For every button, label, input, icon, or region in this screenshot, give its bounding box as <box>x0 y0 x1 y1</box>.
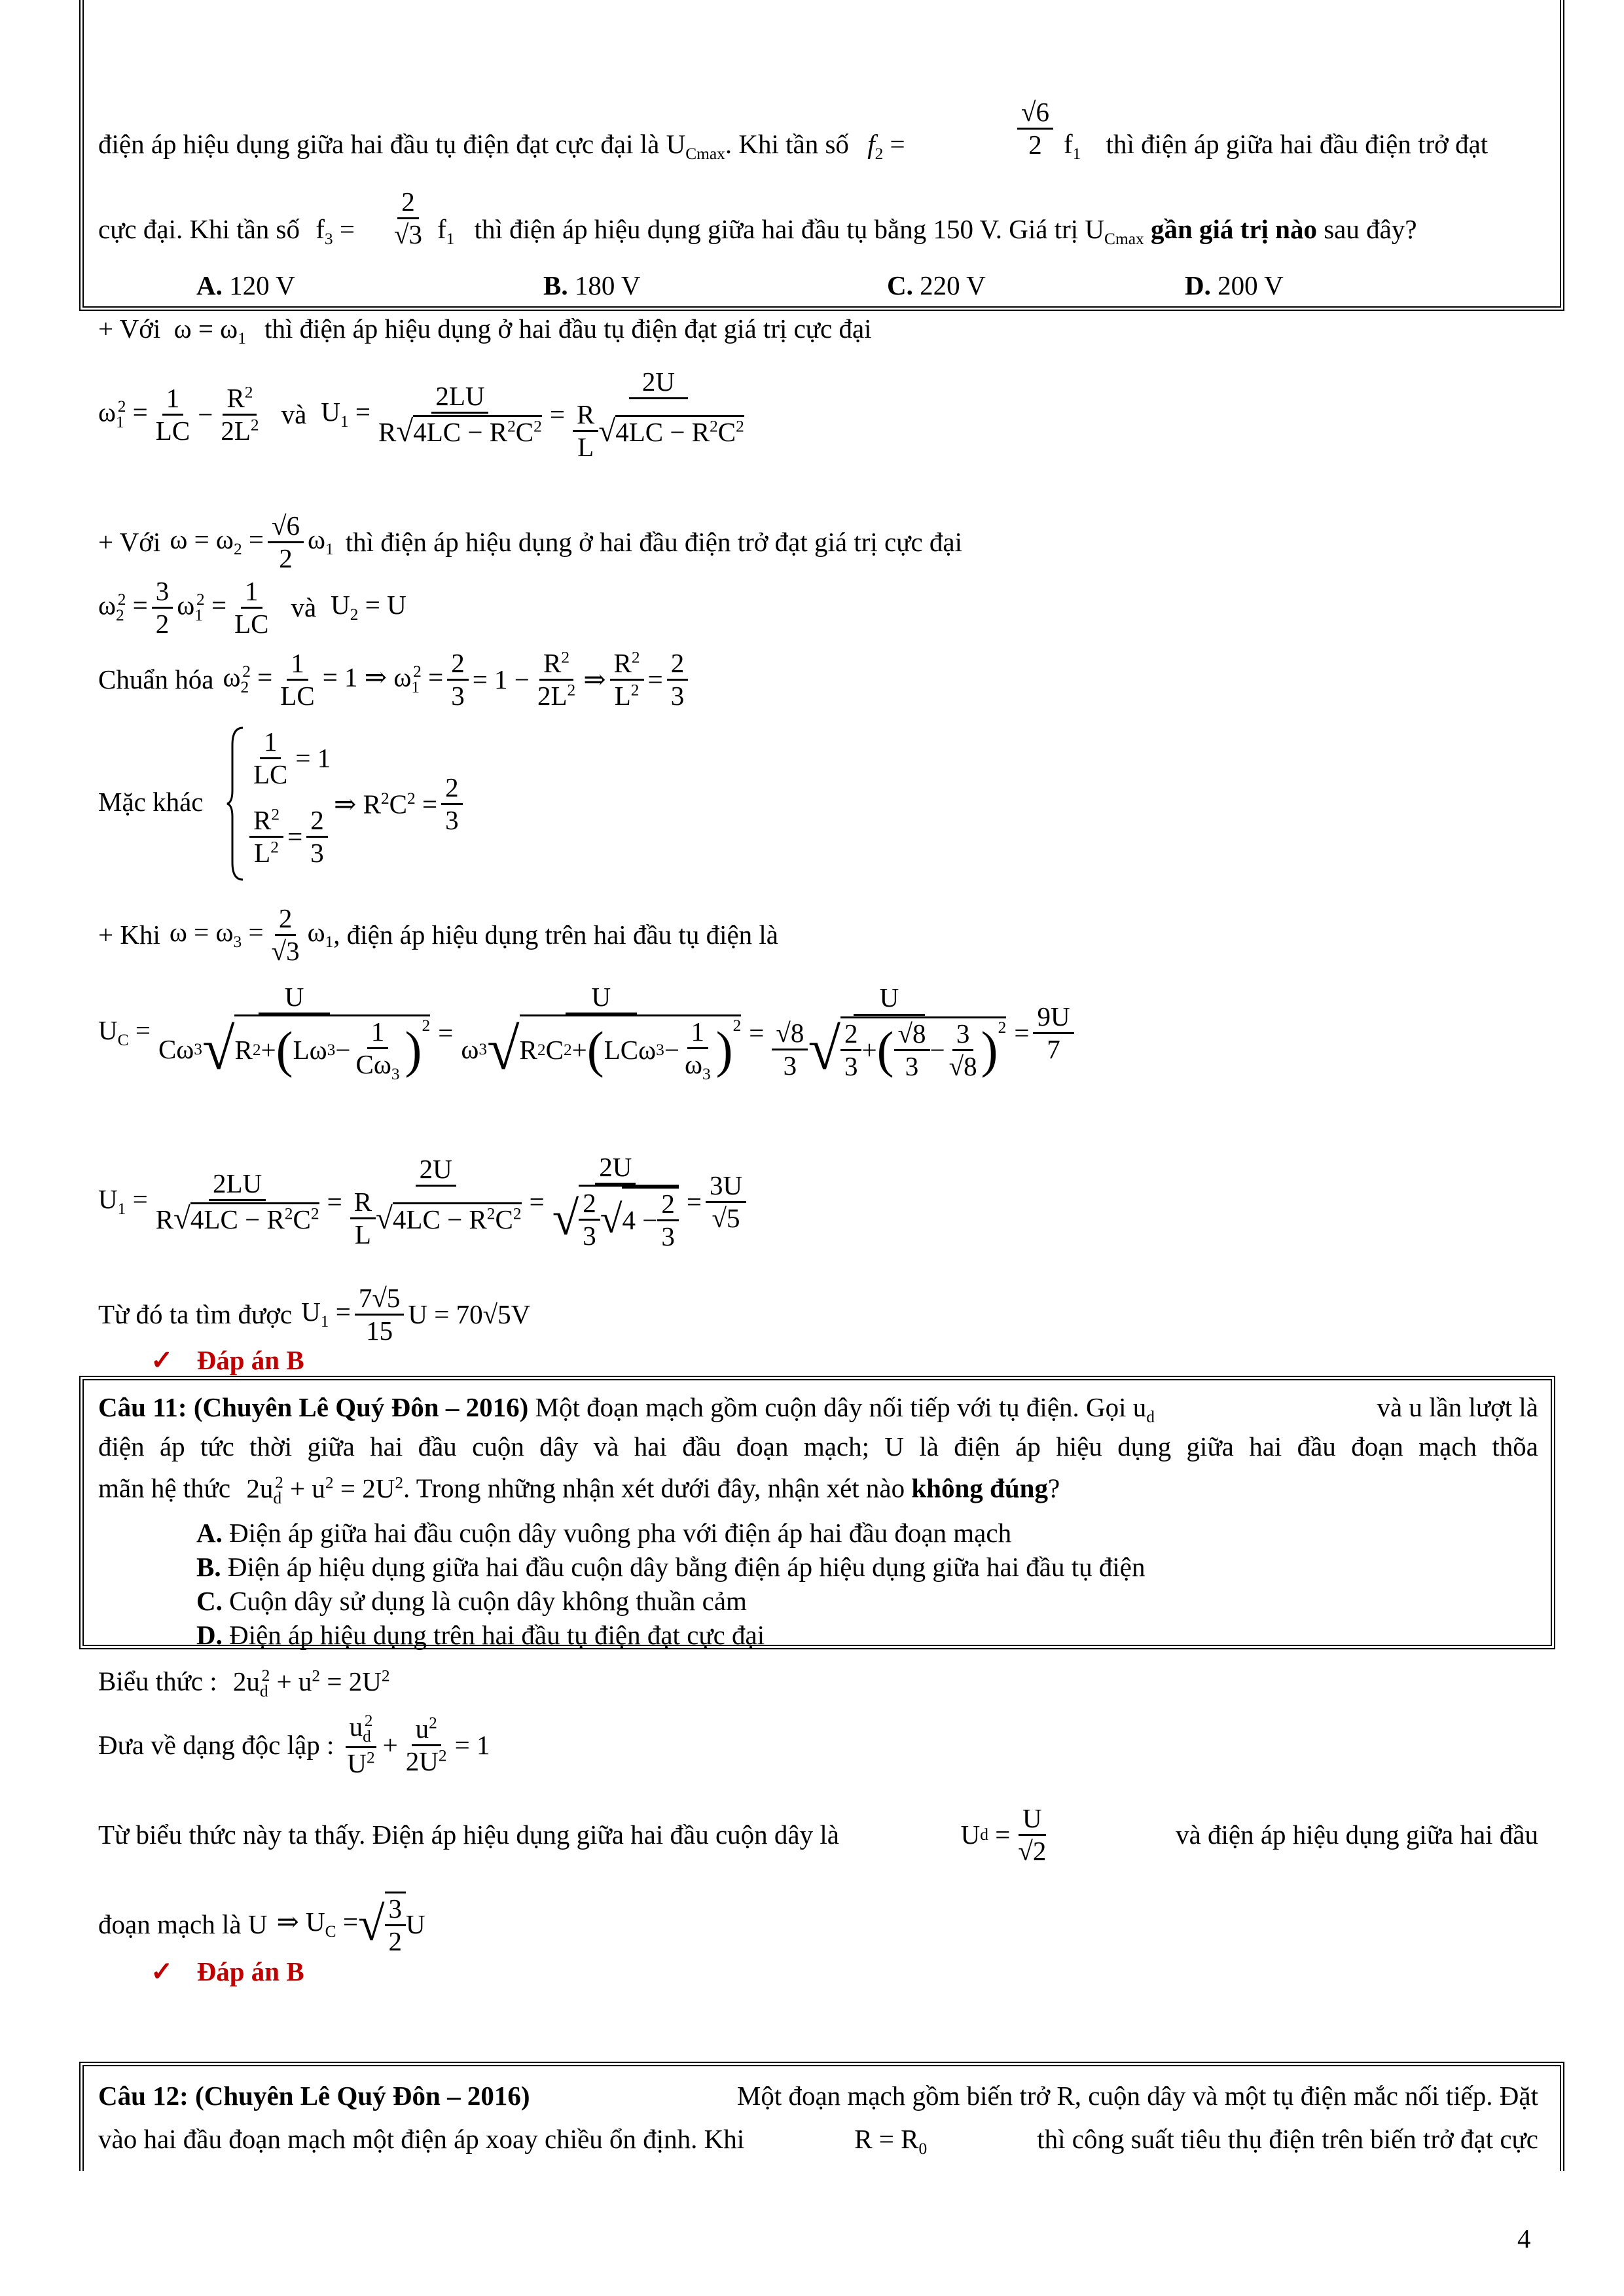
sol10-line-omega2: + Với $\omega = \omega_2$ = $\frac{√6}{2}$ $\omega_1$ thì điện áp hiệu dụng ở hai đầu điện trở đạt giá trị cực đại <box>98 511 962 574</box>
q11-option-b[interactable]: B. Điện áp hiệu dụng giữa hai đầu cuộn dây bằng điện áp hiệu dụng giữa hai đầu tụ điện <box>196 1552 1146 1582</box>
q10-f2-fraction: $\frac{√6}{2}$ <box>1017 97 1053 160</box>
sol10-answer: ✓ Đáp án B <box>151 1345 304 1375</box>
q10-line-1-end: $f_1$ thì điện áp giữa hai đầu điện trở đạt <box>1064 129 1489 164</box>
q11-option-c[interactable]: C. Cuộn dây sử dụng là cuộn dây không thuần cảm <box>196 1586 747 1616</box>
system-eq-2: $\frac{R^2}{L^2}$ = $\frac{2}{3}$ <box>245 805 332 869</box>
sol11-line-1: Biểu thức : $2u_d^2 + u^2 = 2U^2$ <box>98 1666 390 1700</box>
sol11-answer: ✓ Đáp án B <box>151 1956 304 1986</box>
sol10-u1-formula: $U_1$ = $\frac{2LU}{R√4LC - R^2C^2}$ = 2U $\frac{R}{L}$ √ $4LC - R^2C^2$ = 2U √ $\frac{2}{3}$ √ 4 − $\frac{2}{3}$ = $\frac{3U}{√5}$ <box>98 1152 750 1252</box>
q10-line-2: cực đại. Khi tần số $f_3$ = <box>98 214 355 249</box>
q10-f3-fraction: $\frac{2}{√3}$ <box>394 187 423 250</box>
q10-option-d[interactable]: D. 200 V <box>1185 270 1284 300</box>
system-result: ⇒ $R^2C^2$ = $\frac{2}{3}$ <box>334 772 467 836</box>
q12-line-1: Câu 12: (Chuyên Lê Quý Đôn – 2016) Một đoạn mạch gồm biến trở R, cuộn dây và một tụ điện mắc nối tiếp. Đặt <box>98 2081 1538 2111</box>
q10-line-2-end: $f_1$ thì điện áp hiệu dụng giữa hai đầu tụ bằng 150 V. Giá trị $U_{Cmax}$ gần giá trị nào sau đây? <box>437 214 1417 249</box>
q11-line-1: Câu 11: (Chuyên Lê Quý Đôn – 2016) Một đoạn mạch gồm cuộn dây nối tiếp với tụ điện. Gọi $u_d$ và u lần lượt là <box>98 1392 1538 1427</box>
q11-option-a[interactable]: A. Điện áp giữa hai đầu cuộn dây vuông pha với điện áp hai đầu đoạn mạch <box>196 1518 1012 1548</box>
sol11-line-3: Từ biểu thức này ta thấy. Điện áp hiệu dụng giữa hai đầu cuộn dây là U d = $\frac{U}{√2}$ và điện áp hiệu dụng giữa hai đầu <box>98 1803 1538 1867</box>
q12-line-2: vào hai đầu đoạn mạch một điện áp xoay chiều ổn định. Khi $R = R_0$ thì công suất tiêu thụ điện trên biến trở đạt cực <box>98 2124 1538 2159</box>
sol10-normalization: Chuẩn hóa $\omega_2^2$ = $\frac{1}{LC}$ = 1 ⇒ $\omega_1^2$ = $\frac{2}{3}$ = 1 − $\frac{R^2}{2L^2}$ ⇒ $\frac{R^2}{L^2}$ = $\frac{2}{3}$ <box>98 648 692 711</box>
sol10-system-label: Mặc khác <box>98 787 204 817</box>
q10-line-1: điện áp hiệu dụng giữa hai đầu tụ điện đạt cực đại là $U_{Cmax}$. Khi tần số $f_2$ = <box>98 129 905 164</box>
q11-line-3: mãn hệ thức $2u_d^2 + u^2 = 2U^2$. Trong những nhận xét dưới đây, nhận xét nào không đúng? <box>98 1473 1060 1507</box>
sol10-result: Từ đó ta tìm được $U_1$ = $\frac{7√5}{15}$ U = 70√5V <box>98 1283 531 1346</box>
checkmark-icon: ✓ <box>151 1345 173 1375</box>
sol11-line-2: Đưa về dạng độc lập : $\frac{u_d^2}{U^2}$ + $\frac{u^2}{2U^2}$ = 1 <box>98 1712 490 1779</box>
q11-option-d[interactable]: D. Điện áp hiệu dụng trên hai đầu tụ điện đạt cực đại <box>196 1620 765 1650</box>
sol10-omega1-formula: $\omega_1^2$ = $\frac{1}{LC}$ − $\frac{R^2}{2L^2}$ và $U_1$ = $\frac{2LU}{R√4LC - R^2C^2}$ = 2U $\frac{R}{L}$ √ $4LC - R^2C^2$ <box>98 367 744 463</box>
sol11-line-4: đoạn mạch là U ⇒ $U_C$ = √ $\frac{3}{2}$ U <box>98 1892 425 1957</box>
q10-option-a[interactable]: A. 120 V <box>196 270 295 300</box>
page-number: 4 <box>1517 2223 1531 2253</box>
q10-option-b[interactable]: B. 180 V <box>543 270 641 300</box>
q11-line-2: điện áp tức thời giữa hai đầu cuộn dây và hai đầu đoạn mạch; U là điện áp hiệu dụng giữa hai đầu đoạn mạch thõa <box>98 1431 1538 1462</box>
checkmark-icon: ✓ <box>151 1956 173 1986</box>
q10-option-c[interactable]: C. 220 V <box>887 270 986 300</box>
sol10-omega3: + Khi $\omega = \omega_3$ = $\frac{2}{√3}$ $\omega_1$ , điện áp hiệu dụng trên hai đầu tụ điện là <box>98 903 779 967</box>
sol10-uc-formula: $U_C$ = U Cω 3 √ R 2 + ( Lω 3 − $\frac{1}{C\omega_3}$ ) $^2$ = U ω 3 √ R 2 C 2 + ( LCω 3 − $\frac{1}{\omega_3}$ ) $^2$ = U $\frac{√8}{3}$ √ $\frac{2}{3}$ + ( $\frac{√8}{3}$ − $\frac{3}{√8}$ ) $^2$ = $\frac{9U}{7}$ <box>98 982 1078 1085</box>
sol10-omega2-formula: $\omega_2^2$ = $\frac{3}{2}$ $\omega_1^2$ = $\frac{1}{LC}$ và $U_2 = U$ <box>98 576 406 639</box>
system-brace <box>226 725 245 882</box>
sol10-line-1: + Với $\omega = \omega_1$ thì điện áp hiệu dụng ở hai đầu tụ điện đạt giá trị cực đại <box>98 314 872 348</box>
system-eq-1: $\frac{1}{LC}$ = 1 <box>253 726 331 790</box>
